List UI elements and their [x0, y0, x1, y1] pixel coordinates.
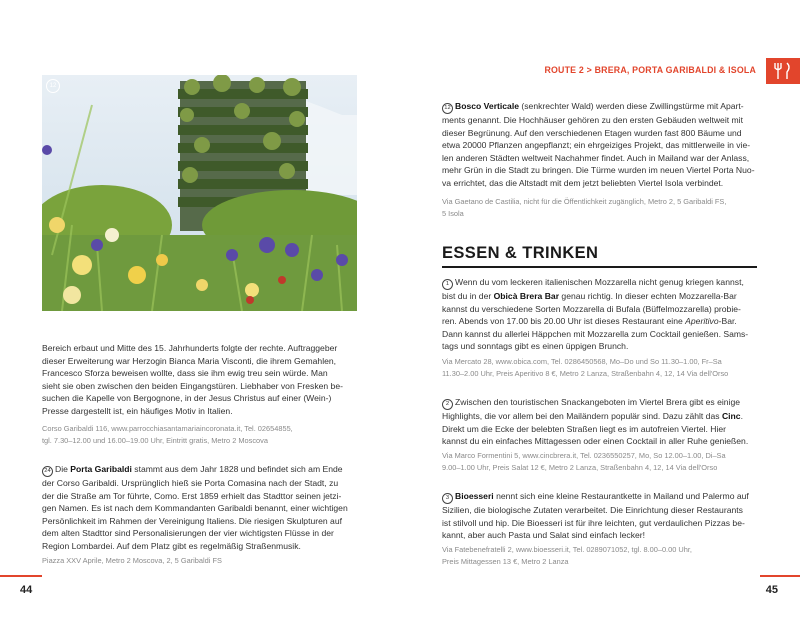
obica-meta: [442, 356, 772, 379]
entry-line: etwa 20000 Pflanzen angepflanzt; ein ehrgeiziges Projekt, das mittlerweile in vie-: [442, 140, 751, 151]
intro-line: Francesco Sforza beweisen wollte, dass sie ihm ewig treu sein würde. Man: [42, 368, 328, 379]
entry-line: kannst du verschiedene Sorten Mozzarella di Bufala (Büffelmozzarella) probie-: [442, 303, 741, 314]
entry-meta: Piazza XXV Aprile, Metro 2 Moscova, 2, 5 Garibaldi FS: [42, 556, 222, 565]
meta-line: tgl. 7.30–12.00 und 16.00–19.00 Uhr, Eintritt gratis, Metro 2 Moscova: [42, 435, 268, 445]
entry-text: .: [740, 411, 743, 421]
entry-text: stammt aus dem Jahr 1828 und befindet sich am Ende: [131, 464, 343, 474]
cinc-meta: [442, 450, 772, 473]
entry-emphasis: Aperitivo: [685, 316, 719, 327]
entry-text: nennt sich eine kleine Restaurantkette in Mailand und Palermo auf: [493, 491, 749, 501]
entry-text: bist du in der: [442, 291, 494, 301]
intro-line: dieser Erweiterung war Herzogin Bianca Maria Visconti, die ihrem Gemahlen,: [42, 355, 337, 366]
photo-illustration: [42, 75, 357, 311]
route-tab: [766, 58, 800, 84]
intro-line: Bereich erbaut und Mitte des 15. Jahrhunderts folgte der rechte. Auftraggeber: [42, 343, 338, 353]
photo-badge: 12: [46, 79, 60, 93]
meta-line: Via Gaetano de Castilia, nicht für die Öffentlichkeit zugänglich, Metro 2, 5 Garibaldi FS,: [442, 197, 727, 206]
porta-garibaldi-entry: [42, 463, 360, 553]
entry-name: Obicà Brera Bar: [493, 291, 560, 301]
entry-line: dieser Begrünung. Auf den verschiedenen Etagen wurden fast 800 Bäume und: [442, 127, 742, 138]
entry-number-badge: 12: [442, 103, 453, 114]
entry-line: dem alten Stadttor sind Personalisierungen der vier wichtigsten Flüsse in der: [42, 528, 334, 539]
meta-line: 5 Isola: [442, 208, 464, 218]
cinc-entry: [442, 396, 762, 448]
obica-entry: [442, 276, 762, 353]
entry-name: Bioesseri: [455, 491, 494, 501]
entry-line: kannst du ein einfaches Mittagessen oder einen Cocktail in aller Ruhe genießen.: [442, 436, 749, 447]
section-title: ESSEN & TRINKEN: [442, 244, 599, 262]
meta-line: Via Fatebenefratelli 2, www.bioesseri.it, Tel. 0289071052, tgl. 8.00–0.00 Uhr,: [442, 545, 692, 554]
entry-line: mehr Grün in die Stadt zu bringen. Die Türme wurden im neuen Viertel Porta Nuo-: [442, 165, 755, 176]
page-number-right: 45: [765, 584, 778, 596]
entry-text: (senkrechter Wald) werden diese Zwillingstürme mit Apart-: [519, 101, 744, 111]
entry-number-badge: 2: [442, 399, 453, 410]
entry-number-badge: 3: [442, 493, 453, 504]
entry-name: Bosco Verticale: [455, 101, 520, 111]
entry-line: Direkt um die Ecke der belebten Straßen liegt es im autofreien Viertel. Hier: [442, 423, 727, 434]
entry-line: der die Straße am Tor führte, Como. Erst 1859 erhielt das Stadttor seinen jetzi-: [42, 490, 342, 501]
entry-line: gen Namen. Es ist nach dem Kommandanten Garibaldi benannt, einer wichtigen: [42, 503, 348, 514]
entry-number-badge: 24: [42, 466, 53, 477]
bosco-meta: [442, 196, 762, 219]
entry-number-badge: 1: [442, 279, 453, 290]
entry-line: va errichtet, das die Altstadt mit dem jetzt beliebten Viertel Isola verbindet.: [442, 177, 724, 188]
intro-paragraph: [42, 342, 360, 418]
bioesseri-entry: [442, 490, 762, 542]
bioesseri-meta: [442, 544, 762, 567]
entry-text: Zwischen den touristischen Snackangeboten im Viertel Brera gibt es einige: [455, 397, 741, 407]
entry-line: Region Lombardei. Auf dem Platz gibt es regelmäßig Straßenmusik.: [42, 540, 301, 551]
entry-text: Die: [55, 464, 71, 474]
entry-text: genau richtig. In dieser echten Mozzarella-Bar: [559, 291, 737, 301]
footer-accent-line: [760, 575, 800, 577]
entry-line: len anderen Städten weltweit Nachahmer findet. Auch in Mailand war der Anlass,: [442, 152, 750, 163]
entry-line: Sizilien, die biologische Zutaten verarbeitet. Die Einrichtung dieser Restaurants: [442, 505, 743, 515]
meta-line: Via Marco Formentini 5, www.cincbrera.it, Tel. 0236550257, Mo, So 12.00–1.00, Di–Sa: [442, 451, 726, 460]
entry-text: ren. Abends von 17.00 bis 20.00 Uhr ist dieses Restaurant eine: [442, 316, 686, 327]
section-rule: [442, 266, 757, 268]
route-header: ROUTE 2 > BRERA, PORTA GARIBALDI & ISOLA: [544, 65, 756, 75]
bosco-verticale-entry: [442, 100, 762, 190]
entry-line: Persönlichkeit im Rahmen der Vereinigung Italiens. Die riesigen Skulpturen auf: [42, 515, 342, 526]
intro-line: suchen die Kapelle von Bergognone, in der Jesus Christus auf einer (Wein-): [42, 393, 332, 404]
entry-text: Highlights, die vor allem bei den Mailändern populär sind. Dazu zählt das: [442, 411, 722, 421]
intro-meta: [42, 423, 360, 446]
entry-line: kannt, aber auch Pasta und Salat sind einfach lecker!: [442, 530, 646, 541]
intro-line: sieht sie oben zwischen den beiden Eingangstüren. Liebhaber von Fresken be-: [42, 380, 343, 391]
entry-line: ments genannt. Die Hochhäuser gehören zu den ersten Gebäuden weltweit mit: [442, 115, 743, 125]
entry-line: Dann kannst du allerlei Häppchen mit Mozzarella zum Cocktail genießen. Sams-: [442, 328, 749, 339]
page-number-left: 44: [20, 584, 33, 596]
meta-line: 9.00–1.00 Uhr, Preis Salat 12 €, Metro 2 Lanza, Straßenbahn 4, 12, 14 Via dell'Orso: [442, 462, 718, 472]
meta-line: Corso Garibaldi 116, www.parrocchiasantamariaincoronata.it, Tel. 02654855,: [42, 424, 293, 433]
meta-line: Via Mercato 28, www.obica.com, Tel. 0286450568, Mo–Do und So 11.30–1.00, Fr–Sa: [442, 357, 722, 366]
entry-name: Porta Garibaldi: [70, 464, 132, 474]
footer-accent-line: [0, 575, 42, 577]
entry-text: -Bar.: [718, 316, 737, 327]
entry-line: tags und sonntags gibt es einen üppigen Brunch.: [442, 341, 629, 352]
meta-line: 11.30–2.00 Uhr, Preis Aperitivo 8 €, Metro 2 Lanza, Straßenbahn 4, 12, 14 Via dell'Orso: [442, 368, 729, 378]
intro-line: Presse dargestellt ist, ein häufiges Motiv in Italien.: [42, 405, 233, 416]
entry-line: der Corso Garibaldi. Ursprünglich hieß sie Porta Comasina nach der Stadt, zu: [42, 478, 339, 488]
right-page: [400, 0, 800, 640]
entry-name: Cinc: [721, 411, 741, 421]
meta-line: Preis Mittagessen 13 €, Metro 2 Lanza: [442, 556, 569, 566]
entry-text: Wenn du vom leckeren italienischen Mozzarella nicht genug kriegen kannst,: [455, 277, 744, 287]
entry-line: ist stilvoll und hip. Die Bioesseri ist für ihre leichten, gut verdaulichen Pizzas be-: [442, 517, 745, 528]
bosco-verticale-photo: [42, 75, 357, 311]
fork-knife-icon: [773, 62, 793, 80]
